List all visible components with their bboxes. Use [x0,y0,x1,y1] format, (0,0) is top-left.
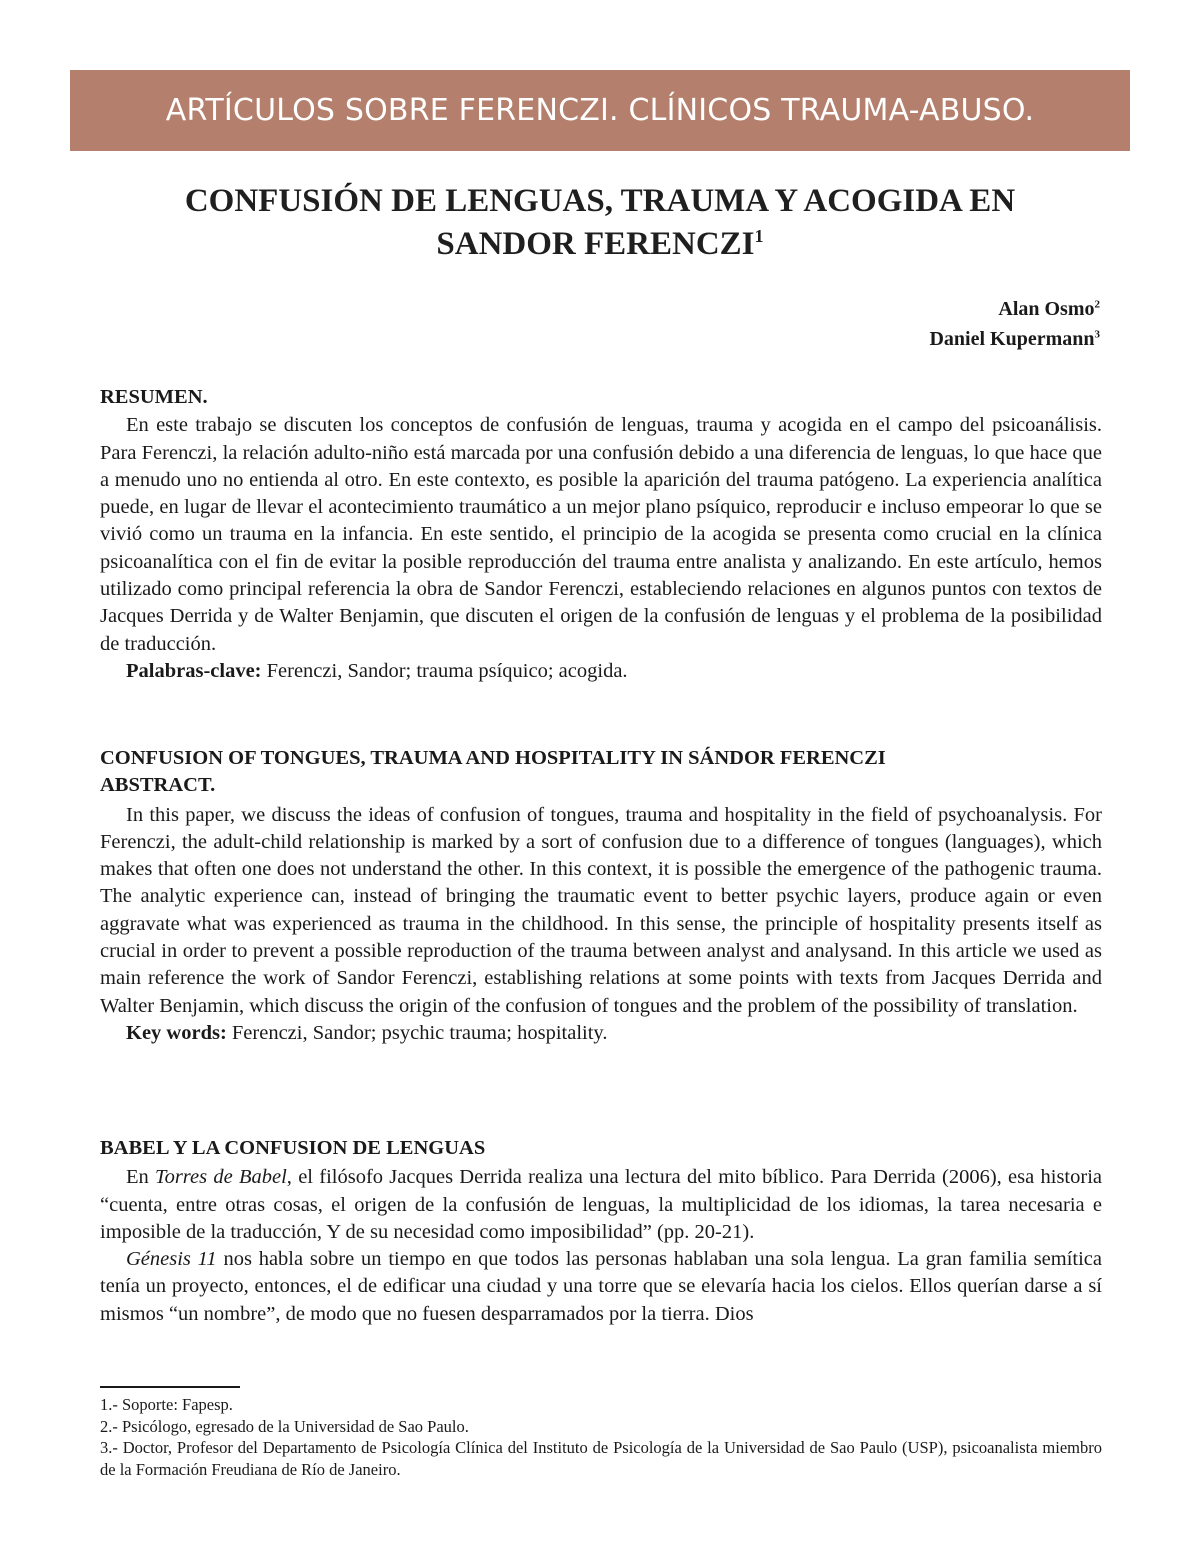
babel-p2-book-title: Génesis 11 [126,1248,217,1271]
abstract-body: In this paper, we discuss the ideas of confusion of tongues, trauma and hospitality in the field of psychoanalysis. For Ferenczi, the adult-child relationship is marked by a sort of confusion due to a difference of tongues (languages), which makes that often one does not understand the other. In this context, it is possible the emergence of the pathogenic trauma. The analytic experience can, instead of bringing the traumatic event to better psychic layers, produce again or even aggravate what was experienced as trauma in the childhood. In this sense, the principle of hospitality presents itself as crucial in order to prevent a possible reproduction of the trauma between analyst and analysand. In this article we used as main reference the work of Sandor Ferenczi, establishing relations at some points with texts from Jacques Derrida and Walter Benjamin, which discuss the origin of the confusion of tongues and the problem of the possibility of translation. [100,803,1102,1017]
author-list [929,294,1100,354]
abstract-heading: ABSTRACT. [100,774,216,797]
footnote-1: 1.- Soporte: Fapesp. [100,1395,233,1414]
resumen-keywords-text: Ferenczi, Sandor; trauma psíquico; acogida. [266,659,628,682]
author-1-footnote-ref: 2 [1094,298,1100,311]
abstract-keywords-label: Key words: [126,1021,227,1044]
article-title [100,180,1100,266]
section-banner [70,70,1130,151]
babel-paragraph-2 [100,1246,1102,1328]
footnote-divider [100,1386,240,1388]
resumen-heading: RESUMEN. [100,386,208,408]
resumen-keywords [100,658,1102,685]
babel-p1-prefix: En [126,1166,156,1189]
abstract-title-heading: CONFUSION OF TONGUES, TRAUMA AND HOSPITALITY IN SÁNDOR FERENCZI [100,747,886,769]
title-footnote-ref: 1 [754,226,764,246]
abstract-keywords-text: Ferenczi, Sandor; psychic trauma; hospitality. [231,1021,608,1044]
babel-section [100,1135,1102,1328]
author-2 [929,324,1100,354]
author-1 [929,294,1100,324]
banner-text: ARTÍCULOS SOBRE FERENCZI. CLÍNICOS TRAUMA-ABUSO. [165,93,1035,128]
babel-paragraph-1 [100,1164,1102,1246]
footnote-2: 2.- Psicólogo, egresado de la Universidad de Sao Paulo. [100,1416,469,1436]
resumen-keywords-label: Palabras-clave: [126,659,262,682]
author-1-name: Alan Osmo [998,298,1095,320]
title-line-2 [100,223,1100,266]
title-line-1: CONFUSIÓN DE LENGUAS, TRAUMA Y ACOGIDA EN [184,183,1016,219]
author-2-footnote-ref: 3 [1094,328,1100,341]
babel-p1-text: , el filósofo Jacques Derrida realiza una lectura del mito bíblico. Para Derrida (2006), esa historia “cuenta, entre otras cosas, el origen de la confusión de lenguas, la multiplicidad de los idiomas, la tarea necesaria e imposible de la traducción, Y de su necesidad como imposibilidad” (pp. 20-21). [100,1166,1102,1243]
resumen-body: En este trabajo se discuten los conceptos de confusión de lenguas, trauma y acogida en el campo del psicoanálisis. Para Ferenczi, la relación adulto-niño está marcada por una confusión debido a una diferencia de lenguas, lo que hace que a menudo uno no entienda al otro. En este contexto, es posible la aparición del trauma patógeno. La experiencia analítica puede, en lugar de llevar el acontecimiento traumático a un mejor plano psíquico, reproducir e incluso empeorar lo que se vivió como un trauma en la infancia. En este sentido, el principio de la acogida se presenta como crucial en la clínica psicoanalítica con el fin de evitar la posible reproducción del trauma entre analista y analizando. En este artículo, hemos utilizado como principal referencia la obra de Sandor Ferenczi, estableciendo relaciones en algunos puntos con textos de Jacques Derrida y de Walter Benjamin, que discuten el origen de la confusión de lenguas y el problema de la posibilidad de traducción. [100,414,1102,655]
babel-p1-book-title: Torres de Babel [155,1166,287,1189]
resumen-section [100,384,1102,685]
author-2-name: Daniel Kupermann [929,328,1095,350]
babel-p2-text: nos habla sobre un tiempo en que todos las personas hablaban una sola lengua. La gran familia semítica tenía un proyecto, entonces, el de edificar una ciudad y una torre que se elevaría hacia los cielos. Ellos querían darse a sí mismos “un nombre”, de modo que no fuesen desparramados por la tierra. Dios [100,1248,1103,1325]
footnote-3: 3.- Doctor, Profesor del Departamento de Psicología Clínica del Instituto de Psicología de la Universidad de Sao Paulo (USP), psicoanalista miembro de la Formación Freudiana de Río de Janeiro. [100,1438,1102,1479]
abstract-keywords [100,1020,1102,1047]
footnotes [100,1394,1102,1480]
babel-heading: BABEL Y LA CONFUSION DE LENGUAS [100,1137,486,1159]
abstract-section [100,745,1102,1047]
title-line-2-text: SANDOR FERENCZI [436,226,755,262]
